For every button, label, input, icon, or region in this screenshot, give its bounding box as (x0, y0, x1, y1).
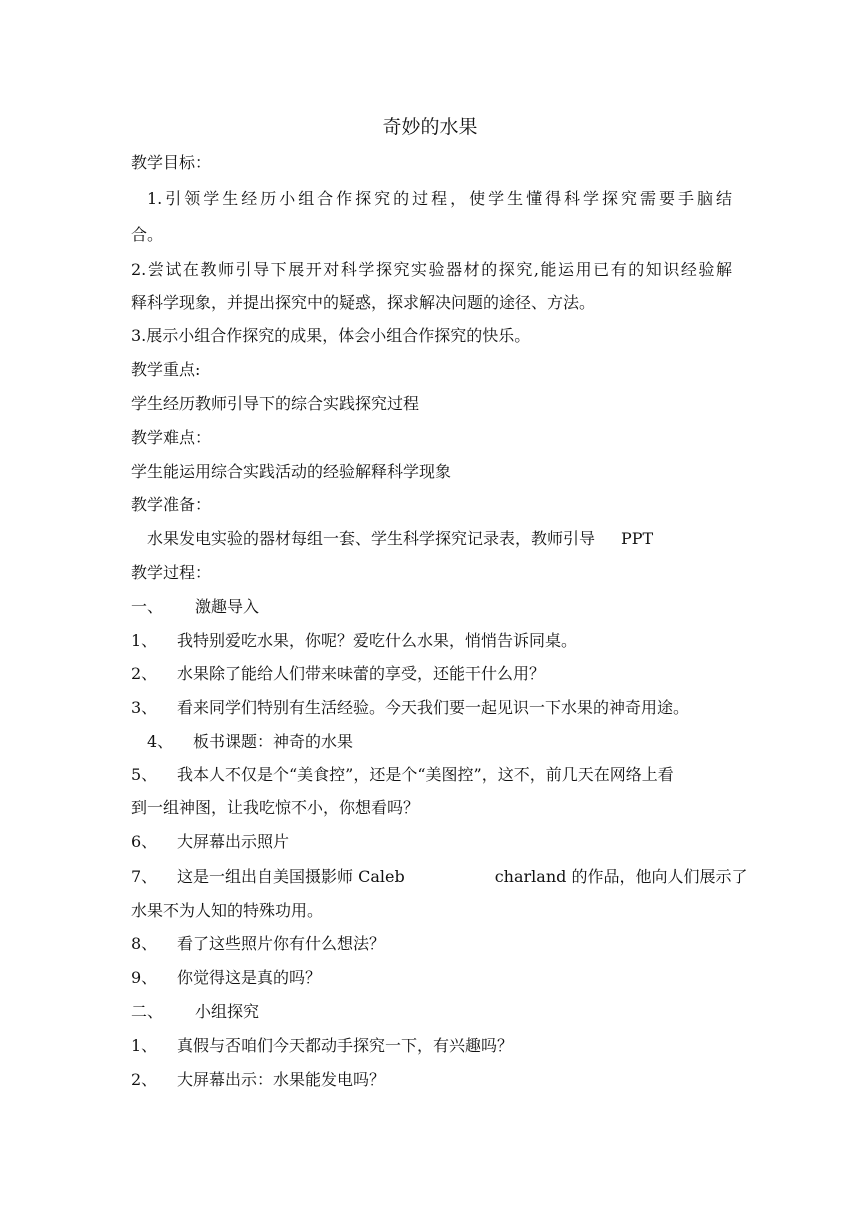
list-item-number: 1、 (131, 631, 158, 650)
objective-3: 3.展示小组合作探究的成果，体会小组合作探究的快乐。 (131, 326, 531, 345)
section-1-number: 一、 (131, 597, 164, 616)
section-2-label: 小组探究 (195, 1002, 260, 1021)
section-2-number: 二、 (131, 1002, 164, 1021)
preparation-text-main: 水果发电实验的器材每组一套、学生科学探究记录表，教师引导 (147, 529, 596, 548)
list-item (131, 630, 732, 652)
objective-2-line-1: 2.尝试在教师引导下展开对科学探究实验器材的探究,能运用已有的知识经验解 (131, 260, 732, 279)
preparation-text (147, 528, 732, 550)
list-item-text: 大屏幕出示照片 (177, 832, 290, 851)
list-item-number: 7、 (131, 867, 158, 886)
list-item-text: 真假与否咱们今天都动手探究一下，有兴趣吗？ (177, 1036, 514, 1055)
list-item (131, 933, 732, 955)
list-item (131, 1035, 732, 1057)
section-1-heading (131, 596, 732, 618)
list-item-text-b: charland 的作品，他向人们展示了 (494, 867, 748, 886)
list-item (131, 663, 732, 685)
list-item-text: 看了这些照片你有什么想法？ (177, 934, 386, 953)
list-item-text: 板书课题：神奇的水果 (193, 732, 354, 751)
list-item-text: 我本人不仅是个“美食控”，还是个“美图控”，这不，前几天在网络上看 (177, 765, 674, 784)
preparation-heading: 教学准备： (131, 495, 212, 514)
objective-2-line-2: 释科学现象，并提出探究中的疑惑，探求解决问题的途径、方法。 (131, 293, 596, 312)
list-item-number: 9、 (131, 968, 158, 987)
section-2-heading (131, 1001, 732, 1023)
list-item (131, 764, 732, 786)
list-item-text: 看来同学们特别有生活经验。今天我们要一起见识一下水果的神奇用途。 (177, 698, 690, 717)
list-item-number: 3、 (131, 698, 158, 717)
document-title: 奇妙的水果 (382, 116, 478, 138)
list-item-continuation: 水果不为人知的特殊功用。 (131, 901, 324, 920)
objective-1-line-1: 1.引领学生经历小组合作探究的过程，使学生懂得科学探究需要手脑结 (147, 189, 732, 208)
list-item-number: 8、 (131, 934, 158, 953)
list-item-number: 4、 (147, 732, 174, 751)
list-item-text: 水果除了能给人们带来味蕾的享受，还能干什么用？ (177, 664, 546, 683)
objective-1-line-2: 合。 (131, 225, 164, 244)
list-item-text: 你觉得这是真的吗？ (177, 968, 322, 987)
process-heading: 教学过程： (131, 563, 212, 582)
difficulties-heading: 教学难点： (131, 428, 212, 447)
section-1-label: 激趣导入 (195, 597, 260, 616)
difficulties-text: 学生能运用综合实践活动的经验解释科学现象 (131, 462, 452, 481)
key-points-text: 学生经历教师引导下的综合实践探究过程 (131, 394, 420, 413)
key-points-heading: 教学重点: (131, 360, 201, 379)
list-item (131, 866, 748, 888)
list-item (131, 697, 732, 719)
list-item (131, 967, 732, 989)
list-item (131, 1069, 732, 1091)
list-item-text: 我特别爱吃水果，你呢？爱吃什么水果，悄悄告诉同桌。 (177, 631, 578, 650)
list-item-number: 5、 (131, 765, 158, 784)
list-item (147, 731, 732, 753)
list-item-number: 1、 (131, 1036, 158, 1055)
objectives-heading: 教学目标： (131, 153, 212, 172)
list-item-number: 6、 (131, 832, 158, 851)
list-item (131, 831, 732, 853)
list-item-number: 2、 (131, 664, 158, 683)
preparation-text-ppt: PPT (621, 529, 654, 548)
list-item-number: 2、 (131, 1070, 158, 1089)
list-item-text-a: 这是一组出自美国摄影师 Caleb (177, 867, 405, 886)
list-item-text: 大屏幕出示：水果能发电吗？ (177, 1070, 386, 1089)
list-item-continuation: 到一组神图，让我吃惊不小，你想看吗？ (131, 798, 420, 817)
